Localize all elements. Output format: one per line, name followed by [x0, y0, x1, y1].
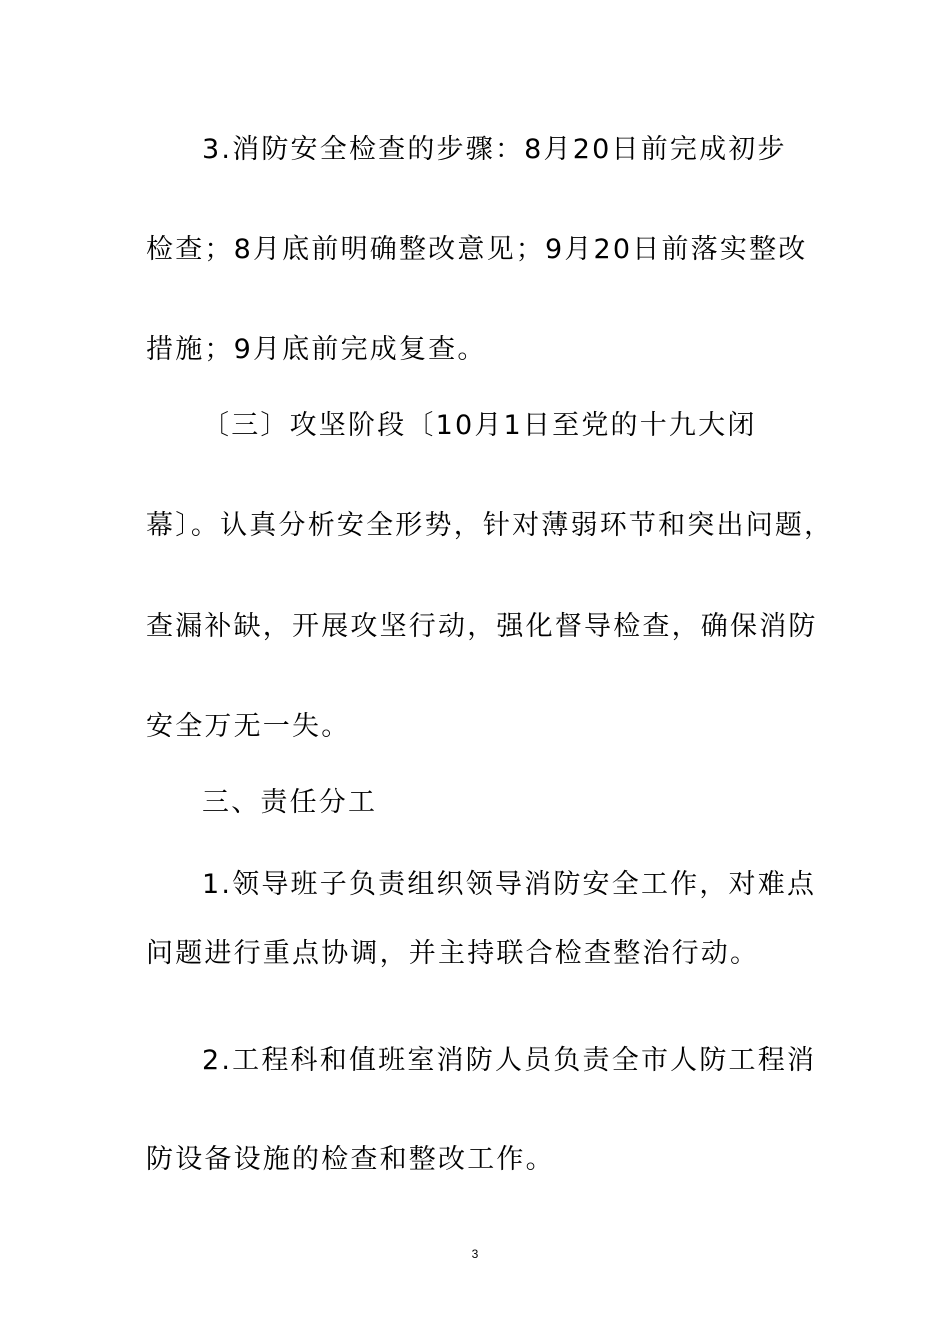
paragraph-line: 查漏补缺，开展攻坚行动，强化督导检查，确保消防 — [146, 611, 818, 642]
paragraph-line: 检查；8月底前明确整改意见；9月20日前落实整改 — [146, 234, 808, 265]
paragraph-line: 措施；9月底前完成复查。 — [146, 334, 487, 365]
page-number: 3 — [471, 1247, 479, 1261]
paragraph-line: 〔三〕攻坚阶段〔10月1日至党的十九大闭 — [202, 410, 757, 441]
paragraph-line: 1.领导班子负责组织领导消防安全工作，对难点 — [202, 869, 817, 900]
paragraph-line: 2.工程科和值班室消防人员负责全市人防工程消 — [202, 1045, 817, 1076]
paragraph-line: 幕〕。认真分析安全形势，针对薄弱环节和突出问题， — [146, 510, 834, 541]
section-heading: 三、责任分工 — [202, 787, 378, 818]
paragraph-line: 安全万无一失。 — [146, 711, 351, 742]
paragraph-line: 问题进行重点协调，并主持联合检查整治行动。 — [146, 938, 760, 969]
paragraph-line: 3.消防安全检查的步骤：8月20日前完成初步 — [202, 134, 787, 165]
paragraph-line: 防设备设施的检查和整改工作。 — [146, 1144, 555, 1175]
